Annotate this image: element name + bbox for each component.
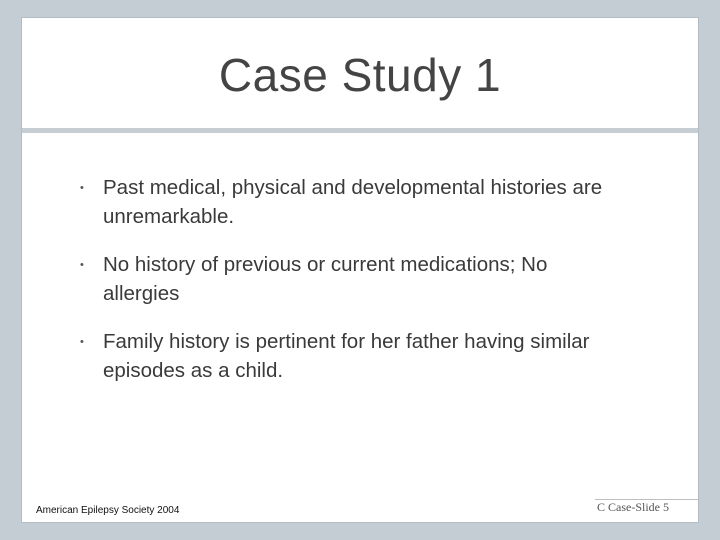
slide-title: Case Study 1 [218, 48, 502, 101]
slide-number: C Case-Slide 5 [597, 500, 669, 514]
bullet-icon: • [80, 259, 84, 271]
title-divider [22, 128, 698, 133]
bullet-list [22, 173, 698, 404]
bullet-item [22, 327, 603, 385]
bullet-item [22, 250, 603, 308]
title-area [22, 18, 698, 127]
bullet-text: No history of previous or current medications; No allergies [103, 253, 548, 305]
bullet-text: Past medical, physical and developmental histories are unremarkable. [103, 176, 603, 228]
footer-organization: American Epilepsy Society 2004 [36, 505, 180, 516]
bullet-item [22, 173, 603, 231]
bullet-icon: • [80, 336, 84, 348]
bullet-icon: • [80, 182, 84, 194]
bullet-text: Family history is pertinent for her father having similar episodes as a child. [103, 330, 590, 382]
slide-panel [22, 18, 698, 522]
